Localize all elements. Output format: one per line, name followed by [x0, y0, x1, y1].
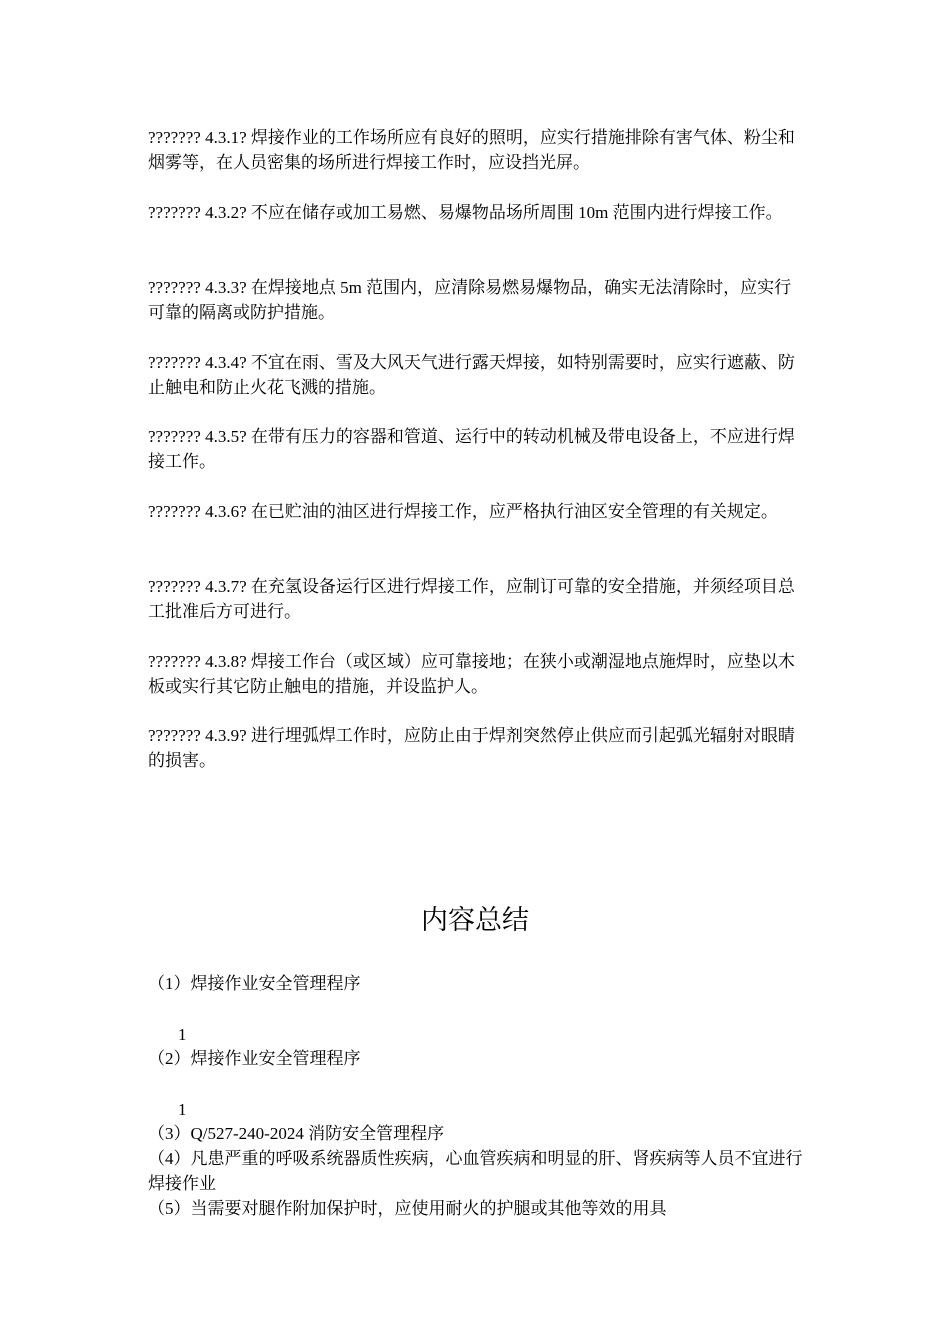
summary-item: （4）凡患严重的呼吸系统器质性疾病，心血管疾病和明显的肝、肾疾病等人员不宜进行焊接作业	[148, 1149, 803, 1193]
clause-4-3-2	[148, 200, 808, 225]
clause-text: 不应在储存或加工易燃、易爆物品场所周围 10m 范围内进行焊接工作。	[250, 203, 783, 222]
clause-number: ??????? 4.3.7?	[148, 577, 247, 596]
clause-4-3-3	[148, 275, 808, 325]
clause-text: 焊接作业的工作场所应有良好的照明，应实行措施排除有害气体、粉尘和烟雾等，在人员密集的场所进行焊接工作时，应设挡光屏。	[148, 128, 795, 172]
clause-number: ??????? 4.3.3?	[148, 278, 247, 297]
clause-text: 焊接工作台（或区域）应可靠接地；在狭小或潮湿地点施焊时，应垫以木板或实行其它防止触电的措施，并设监护人。	[148, 652, 795, 696]
clause-number: ??????? 4.3.6?	[148, 502, 247, 521]
clause-4-3-5	[148, 424, 808, 474]
clause-number: ??????? 4.3.1?	[148, 128, 247, 147]
clause-number: ??????? 4.3.2?	[148, 203, 247, 222]
clause-4-3-7	[148, 574, 808, 624]
summary-item: （5）当需要对腿作附加保护时，应使用耐火的护腿或其他等效的用具	[148, 1199, 667, 1218]
clause-4-3-9	[148, 723, 808, 773]
clause-4-3-8	[148, 649, 808, 699]
summary-title: 内容总结	[421, 905, 529, 935]
clause-text: 不宜在雨、雪及大风天气进行露天焊接，如特别需要时，应实行遮蔽、防止触电和防止火花飞溅的措施。	[148, 353, 795, 397]
clause-text: 在焊接地点 5m 范围内，应清除易燃易爆物品，确实无法清除时，应实行可靠的隔离或防护措施。	[148, 278, 792, 322]
clause-4-3-4	[148, 350, 808, 400]
clause-text: 进行埋弧焊工作时，应防止由于焊剂突然停止供应而引起弧光辐射对眼睛的损害。	[148, 726, 795, 770]
clause-4-3-1	[148, 125, 808, 175]
clause-number: ??????? 4.3.9?	[148, 726, 247, 745]
clause-4-3-6	[148, 499, 808, 524]
clause-number: ??????? 4.3.5?	[148, 427, 247, 446]
clause-text: 在已贮油的油区进行焊接工作，应严格执行油区安全管理的有关规定。	[250, 502, 778, 521]
page-number: 1	[178, 1100, 187, 1119]
summary-item: （1）焊接作业安全管理程序	[148, 974, 361, 993]
page-number: 1	[178, 1025, 187, 1044]
clause-text: 在充氢设备运行区进行焊接工作，应制订可靠的安全措施，并须经项目总工批准后方可进行。	[148, 577, 795, 621]
clause-text: 在带有压力的容器和管道、运行中的转动机械及带电设备上，不应进行焊接工作。	[148, 427, 795, 471]
summary-item: （2）焊接作业安全管理程序	[148, 1049, 361, 1068]
summary-item: （3）Q/527-240-2024 消防安全管理程序	[148, 1124, 445, 1143]
clause-number: ??????? 4.3.4?	[148, 353, 247, 372]
clause-number: ??????? 4.3.8?	[148, 652, 247, 671]
